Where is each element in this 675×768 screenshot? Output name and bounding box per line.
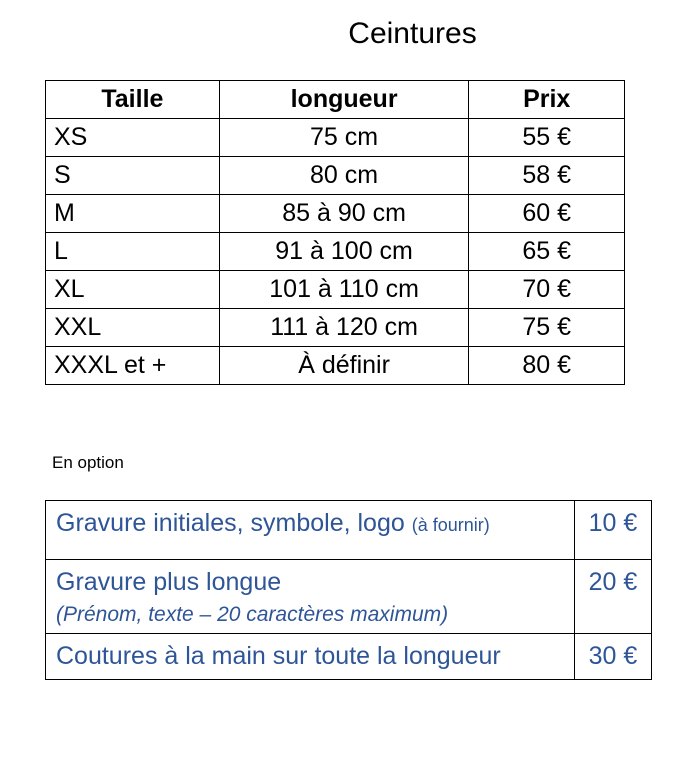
- option-label: Gravure initiales, symbole, logo: [56, 509, 405, 537]
- header-longueur: longueur: [219, 81, 469, 119]
- sizes-table: [45, 80, 625, 385]
- table-row: [46, 157, 625, 195]
- page-title: Ceintures: [348, 17, 477, 50]
- length-cell: 80 cm: [219, 157, 469, 195]
- option-note: (à fournir): [411, 515, 490, 535]
- table-row: [46, 119, 625, 157]
- options-heading: En option: [52, 453, 124, 472]
- price-cell: 55 €: [469, 119, 625, 157]
- table-row: [46, 347, 625, 385]
- length-cell: 75 cm: [219, 119, 469, 157]
- length-cell: 101 à 110 cm: [219, 271, 469, 309]
- option-description-cell: [46, 560, 575, 634]
- size-cell: XXXL et +: [46, 347, 220, 385]
- table-row: [46, 309, 625, 347]
- price-cell: 75 €: [469, 309, 625, 347]
- size-cell: XL: [46, 271, 220, 309]
- table-row: [46, 271, 625, 309]
- length-cell: 85 à 90 cm: [219, 195, 469, 233]
- option-sublabel: (Prénom, texte – 20 caractères maximum): [56, 603, 449, 626]
- table-row: [46, 233, 625, 271]
- length-cell: 91 à 100 cm: [219, 233, 469, 271]
- length-cell: 111 à 120 cm: [219, 309, 469, 347]
- size-cell: S: [46, 157, 220, 195]
- size-cell: L: [46, 233, 220, 271]
- option-price: 30 €: [575, 634, 652, 680]
- option-label: Gravure plus longue: [56, 568, 282, 596]
- header-taille: Taille: [46, 81, 220, 119]
- option-row-engraving-long: [46, 560, 652, 634]
- option-price: 20 €: [575, 560, 652, 634]
- size-cell: XS: [46, 119, 220, 157]
- table-row: [46, 195, 625, 233]
- price-cell: 60 €: [469, 195, 625, 233]
- option-description-cell: [46, 634, 575, 680]
- option-row-engraving-initials: [46, 501, 652, 560]
- price-cell: 65 €: [469, 233, 625, 271]
- price-cell: 80 €: [469, 347, 625, 385]
- table-header-row: [46, 81, 625, 119]
- length-cell: À définir: [219, 347, 469, 385]
- options-table: [45, 500, 652, 680]
- option-price: 10 €: [575, 501, 652, 560]
- price-cell: 58 €: [469, 157, 625, 195]
- price-cell: 70 €: [469, 271, 625, 309]
- option-row-hand-stitching: [46, 634, 652, 680]
- size-cell: M: [46, 195, 220, 233]
- header-prix: Prix: [469, 81, 625, 119]
- size-cell: XXL: [46, 309, 220, 347]
- option-label: Coutures à la main sur toute la longueur: [56, 642, 501, 670]
- option-description-cell: [46, 501, 575, 560]
